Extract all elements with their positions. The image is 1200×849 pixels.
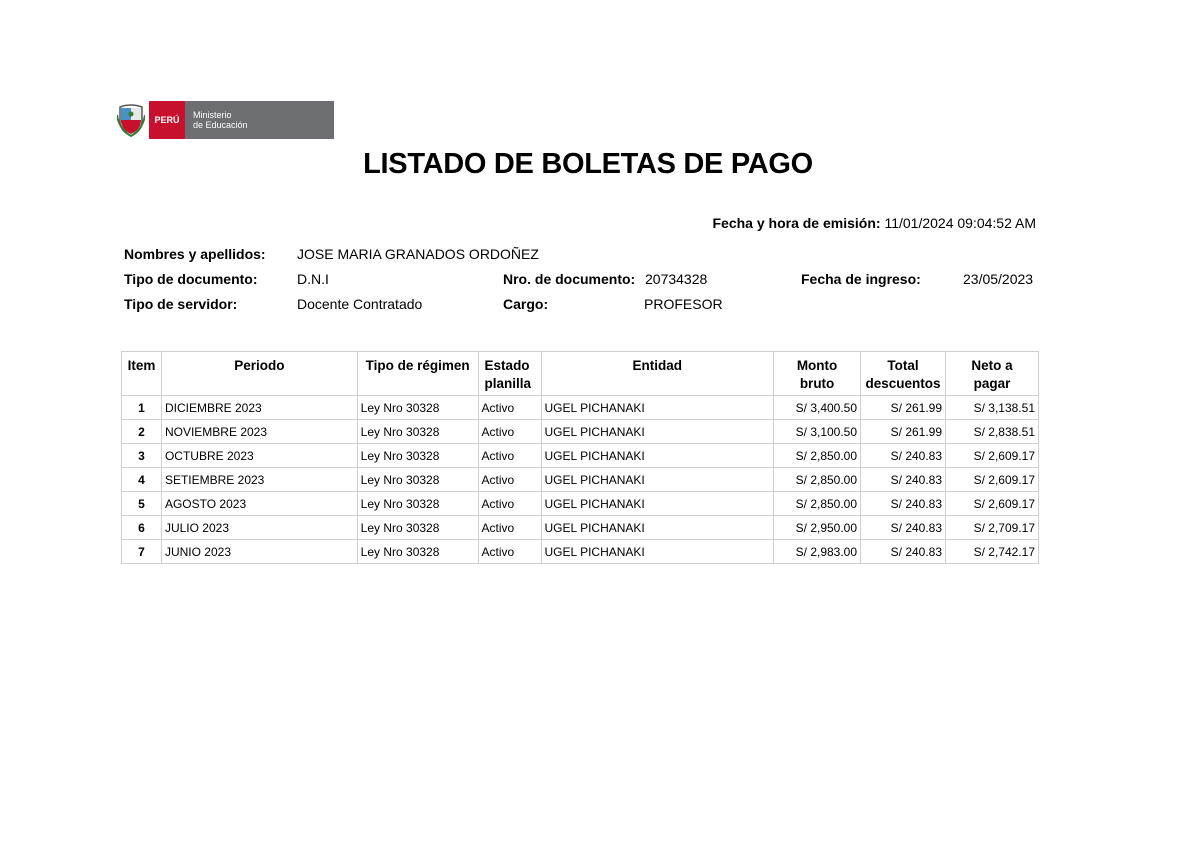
col-desc-line2: descuentos	[865, 376, 941, 391]
doc-number-value: 20734328	[645, 271, 708, 287]
names-value: JOSE MARIA GRANADOS ORDOÑEZ	[297, 246, 539, 262]
cell-estado: Activo	[478, 468, 541, 492]
cell-estado: Activo	[478, 444, 541, 468]
doc-type-label: Tipo de documento:	[124, 271, 258, 287]
cell-periodo: NOVIEMBRE 2023	[161, 420, 357, 444]
emission-label: Fecha y hora de emisión:	[712, 215, 881, 231]
cell-bruto: S/ 3,400.50	[774, 396, 861, 420]
cell-regimen: Ley Nro 30328	[357, 420, 478, 444]
cell-bruto: S/ 2,950.00	[774, 516, 861, 540]
col-entidad: Entidad	[541, 352, 774, 396]
col-neto-line2: pagar	[973, 376, 1011, 391]
cell-entidad: UGEL PICHANAKI	[541, 492, 774, 516]
cell-neto: S/ 2,742.17	[946, 540, 1039, 564]
table-row	[122, 492, 1039, 516]
position-label: Cargo:	[503, 296, 549, 312]
entry-date-label: Fecha de ingreso:	[801, 271, 921, 287]
cell-estado: Activo	[478, 396, 541, 420]
payslips-table	[121, 351, 1039, 564]
page-title: LISTADO DE BOLETAS DE PAGO	[363, 148, 813, 180]
cell-periodo: AGOSTO 2023	[161, 492, 357, 516]
col-neto	[946, 352, 1039, 396]
cell-entidad: UGEL PICHANAKI	[541, 420, 774, 444]
cell-estado: Activo	[478, 420, 541, 444]
cell-neto: S/ 3,138.51	[946, 396, 1039, 420]
cell-neto: S/ 2,709.17	[946, 516, 1039, 540]
col-neto-line1: Neto a	[971, 358, 1013, 373]
cell-item: 7	[122, 540, 162, 564]
cell-neto: S/ 2,609.17	[946, 444, 1039, 468]
cell-regimen: Ley Nro 30328	[357, 444, 478, 468]
cell-neto: S/ 2,609.17	[946, 492, 1039, 516]
col-estado-line1: Estado	[484, 358, 530, 373]
position-value: PROFESOR	[644, 296, 723, 312]
cell-bruto: S/ 2,850.00	[774, 468, 861, 492]
cell-descuentos: S/ 240.83	[861, 444, 946, 468]
col-item: Item	[122, 352, 162, 396]
cell-item: 1	[122, 396, 162, 420]
minedu-logo	[116, 101, 334, 139]
cell-neto: S/ 2,609.17	[946, 468, 1039, 492]
cell-descuentos: S/ 240.83	[861, 540, 946, 564]
cell-regimen: Ley Nro 30328	[357, 468, 478, 492]
cell-periodo: SETIEMBRE 2023	[161, 468, 357, 492]
cell-descuentos: S/ 261.99	[861, 396, 946, 420]
table-row	[122, 420, 1039, 444]
table-row	[122, 444, 1039, 468]
col-bruto-line2: bruto	[799, 376, 835, 391]
table-row	[122, 468, 1039, 492]
col-estado-line2: planilla	[484, 376, 532, 391]
ministry-label	[185, 101, 334, 139]
cell-periodo: OCTUBRE 2023	[161, 444, 357, 468]
cell-item: 6	[122, 516, 162, 540]
cell-estado: Activo	[478, 492, 541, 516]
cell-descuentos: S/ 240.83	[861, 516, 946, 540]
cell-item: 2	[122, 420, 162, 444]
emission-datetime	[713, 215, 1037, 231]
cell-periodo: DICIEMBRE 2023	[161, 396, 357, 420]
cell-neto: S/ 2,838.51	[946, 420, 1039, 444]
ministry-line-2: de Educación	[193, 120, 248, 130]
cell-entidad: UGEL PICHANAKI	[541, 396, 774, 420]
cell-entidad: UGEL PICHANAKI	[541, 540, 774, 564]
col-periodo: Periodo	[161, 352, 357, 396]
cell-descuentos: S/ 240.83	[861, 468, 946, 492]
cell-item: 3	[122, 444, 162, 468]
cell-entidad: UGEL PICHANAKI	[541, 468, 774, 492]
entry-date-value: 23/05/2023	[963, 271, 1034, 287]
cell-estado: Activo	[478, 540, 541, 564]
ministry-line-1: Ministerio	[193, 110, 232, 120]
col-regimen: Tipo de régimen	[357, 352, 478, 396]
doc-type-value: D.N.I	[297, 271, 329, 287]
server-type-label: Tipo de servidor:	[124, 296, 238, 312]
cell-descuentos: S/ 261.99	[861, 420, 946, 444]
coat-of-arms-icon	[116, 101, 146, 139]
peru-label: PERÚ	[149, 101, 185, 139]
cell-bruto: S/ 3,100.50	[774, 420, 861, 444]
col-bruto-line1: Monto	[796, 358, 838, 373]
col-bruto	[774, 352, 861, 396]
table-header-row	[122, 352, 1039, 396]
cell-item: 4	[122, 468, 162, 492]
table-row	[122, 396, 1039, 420]
cell-entidad: UGEL PICHANAKI	[541, 516, 774, 540]
cell-regimen: Ley Nro 30328	[357, 396, 478, 420]
names-label: Nombres y apellidos:	[124, 246, 266, 262]
cell-bruto: S/ 2,850.00	[774, 444, 861, 468]
cell-estado: Activo	[478, 516, 541, 540]
emission-value: 11/01/2024 09:04:52 AM	[884, 215, 1036, 231]
cell-regimen: Ley Nro 30328	[357, 492, 478, 516]
table-row	[122, 540, 1039, 564]
col-estado	[478, 352, 541, 396]
cell-descuentos: S/ 240.83	[861, 492, 946, 516]
cell-regimen: Ley Nro 30328	[357, 516, 478, 540]
server-type-value: Docente Contratado	[297, 296, 423, 312]
cell-entidad: UGEL PICHANAKI	[541, 444, 774, 468]
cell-periodo: JULIO 2023	[161, 516, 357, 540]
cell-periodo: JUNIO 2023	[161, 540, 357, 564]
table-row	[122, 516, 1039, 540]
col-descuentos	[861, 352, 946, 396]
doc-number-label: Nro. de documento:	[503, 271, 636, 287]
col-desc-line1: Total	[887, 358, 919, 373]
cell-item: 5	[122, 492, 162, 516]
cell-regimen: Ley Nro 30328	[357, 540, 478, 564]
cell-bruto: S/ 2,850.00	[774, 492, 861, 516]
cell-bruto: S/ 2,983.00	[774, 540, 861, 564]
